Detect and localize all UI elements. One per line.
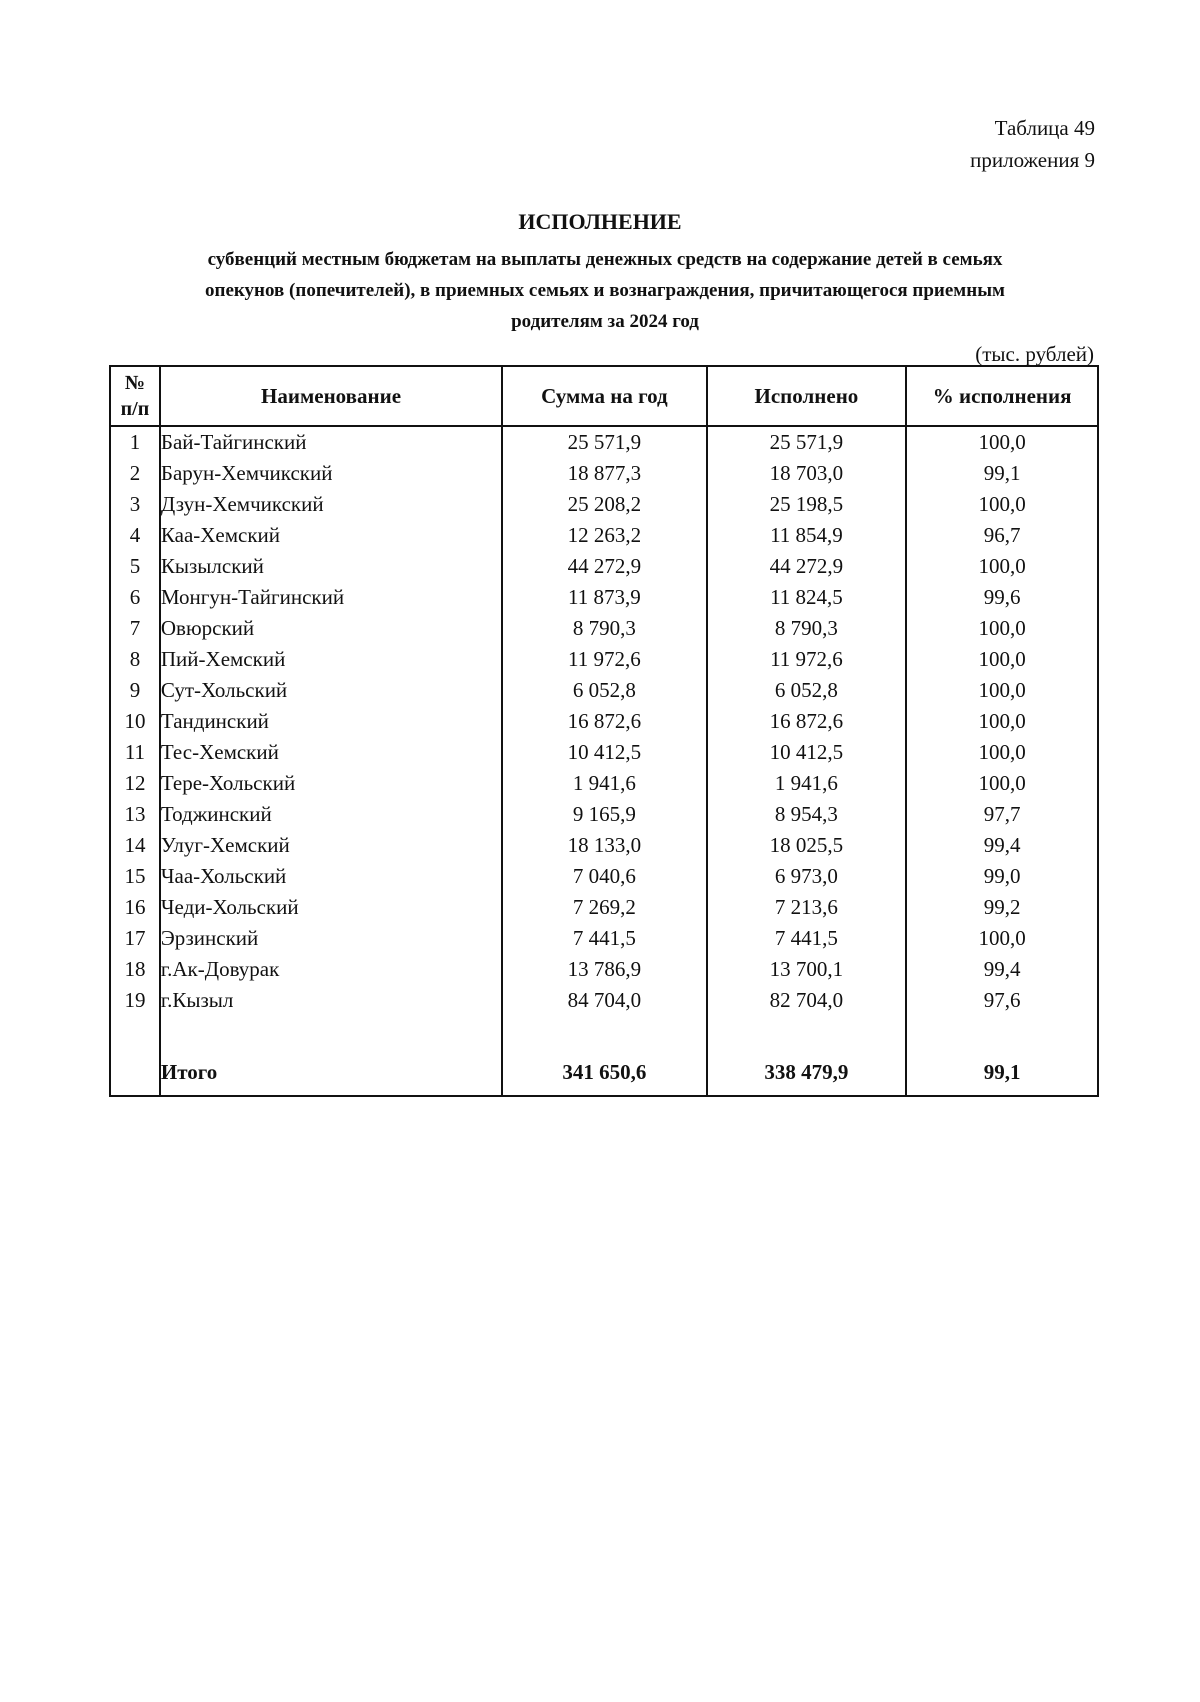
document-subtitle [110,244,1100,337]
row-number: 9 [110,675,160,706]
row-percent: 100,0 [906,551,1098,582]
row-executed: 18 703,0 [707,458,907,489]
subtitle-line-1: субвенций местным бюджетам на выплаты денежных средств на содержание детей в семьях [207,249,1003,270]
table-row [110,551,1098,582]
row-executed: 8 954,3 [707,799,907,830]
row-percent: 97,6 [906,985,1098,1016]
total-plan: 341 650,6 [502,1049,706,1096]
row-name: Тандинский [160,706,502,737]
row-number: 16 [110,892,160,923]
row-percent: 100,0 [906,706,1098,737]
row-plan: 7 269,2 [502,892,706,923]
row-percent: 99,4 [906,954,1098,985]
row-number: 7 [110,613,160,644]
row-executed: 1 941,6 [707,768,907,799]
row-percent: 99,6 [906,582,1098,613]
document-title: ИСПОЛНЕНИЕ [518,209,682,234]
row-name: Чеди-Хольский [160,892,502,923]
row-plan: 18 877,3 [502,458,706,489]
row-name: Улуг-Хемский [160,830,502,861]
row-number: 19 [110,985,160,1016]
row-percent: 100,0 [906,923,1098,954]
row-executed: 11 972,6 [707,644,907,675]
table-body [110,426,1098,1096]
table-total-row [110,1049,1098,1096]
row-number: 15 [110,861,160,892]
row-name: г.Кызыл [160,985,502,1016]
row-executed: 25 198,5 [707,489,907,520]
row-plan: 11 873,9 [502,582,706,613]
row-number: 11 [110,737,160,768]
row-plan: 8 790,3 [502,613,706,644]
row-number: 2 [110,458,160,489]
column-header-number: № п/п [110,366,160,426]
table-row [110,426,1098,458]
column-header-plan: Сумма на год [502,366,706,426]
table-row [110,582,1098,613]
row-executed: 18 025,5 [707,830,907,861]
row-name: Дзун-Хемчикский [160,489,502,520]
row-plan: 25 208,2 [502,489,706,520]
row-percent: 99,0 [906,861,1098,892]
table-row [110,458,1098,489]
row-percent: 100,0 [906,489,1098,520]
column-header-percent: % исполнения [906,366,1098,426]
row-number: 10 [110,706,160,737]
row-name: Бай-Тайгинский [160,426,502,458]
row-percent: 100,0 [906,675,1098,706]
row-percent: 100,0 [906,768,1098,799]
table-number: Таблица 49 [994,116,1095,140]
row-name: Сут-Хольский [160,675,502,706]
table-row [110,923,1098,954]
row-executed: 44 272,9 [707,551,907,582]
table-row [110,520,1098,551]
row-number: 1 [110,426,160,458]
row-plan: 7 040,6 [502,861,706,892]
row-executed: 82 704,0 [707,985,907,1016]
table-row [110,644,1098,675]
column-header-executed: Исполнено [707,366,907,426]
row-plan: 44 272,9 [502,551,706,582]
row-plan: 6 052,8 [502,675,706,706]
table-header-row [110,366,1098,426]
table-row [110,737,1098,768]
row-name: г.Ак-Довурак [160,954,502,985]
table-row [110,985,1098,1016]
table-row [110,706,1098,737]
row-percent: 100,0 [906,426,1098,458]
row-name: Тоджинский [160,799,502,830]
table-row [110,768,1098,799]
row-percent: 99,1 [906,458,1098,489]
row-executed: 7 441,5 [707,923,907,954]
subtitle-line-3: родителям за 2024 год [511,311,699,332]
table-row [110,799,1098,830]
table-row [110,830,1098,861]
row-name: Тес-Хемский [160,737,502,768]
subtitle-line-2: опекунов (попечителей), в приемных семьях и вознаграждения, причитающегося приемным [205,280,1005,301]
row-executed: 13 700,1 [707,954,907,985]
row-name: Монгун-Тайгинский [160,582,502,613]
row-plan: 11 972,6 [502,644,706,675]
row-plan: 12 263,2 [502,520,706,551]
row-plan: 16 872,6 [502,706,706,737]
row-plan: 13 786,9 [502,954,706,985]
row-number: 12 [110,768,160,799]
row-executed: 11 854,9 [707,520,907,551]
table-row [110,892,1098,923]
table-reference [970,112,1095,176]
row-plan: 25 571,9 [502,426,706,458]
row-plan: 7 441,5 [502,923,706,954]
row-percent: 100,0 [906,613,1098,644]
row-plan: 84 704,0 [502,985,706,1016]
row-number: 14 [110,830,160,861]
row-name: Эрзинский [160,923,502,954]
row-number: 3 [110,489,160,520]
row-percent: 100,0 [906,737,1098,768]
row-executed: 8 790,3 [707,613,907,644]
row-number: 18 [110,954,160,985]
execution-table [109,365,1099,1097]
row-percent: 96,7 [906,520,1098,551]
appendix-number: приложения 9 [970,148,1095,172]
row-plan: 18 133,0 [502,830,706,861]
column-header-name: Наименование [160,366,502,426]
row-executed: 11 824,5 [707,582,907,613]
row-number: 5 [110,551,160,582]
row-percent: 99,4 [906,830,1098,861]
row-name: Кызылский [160,551,502,582]
table-row [110,613,1098,644]
row-name: Каа-Хемский [160,520,502,551]
row-number: 8 [110,644,160,675]
total-name: Итого [160,1049,502,1096]
total-number [110,1049,160,1096]
row-executed: 7 213,6 [707,892,907,923]
table-row [110,954,1098,985]
row-number: 6 [110,582,160,613]
units-label: (тыс. рублей) [975,342,1094,366]
row-percent: 100,0 [906,644,1098,675]
row-executed: 16 872,6 [707,706,907,737]
total-executed: 338 479,9 [707,1049,907,1096]
table-spacer-row [110,1016,1098,1049]
row-number: 4 [110,520,160,551]
table-row [110,675,1098,706]
row-plan: 10 412,5 [502,737,706,768]
row-executed: 6 973,0 [707,861,907,892]
row-plan: 1 941,6 [502,768,706,799]
row-name: Тере-Хольский [160,768,502,799]
row-executed: 6 052,8 [707,675,907,706]
row-name: Пий-Хемский [160,644,502,675]
row-percent: 99,2 [906,892,1098,923]
table-row [110,489,1098,520]
row-plan: 9 165,9 [502,799,706,830]
row-number: 17 [110,923,160,954]
total-percent: 99,1 [906,1049,1098,1096]
row-name: Барун-Хемчикский [160,458,502,489]
row-executed: 10 412,5 [707,737,907,768]
row-name: Овюрский [160,613,502,644]
row-percent: 97,7 [906,799,1098,830]
row-number: 13 [110,799,160,830]
row-executed: 25 571,9 [707,426,907,458]
row-name: Чаа-Хольский [160,861,502,892]
table-row [110,861,1098,892]
